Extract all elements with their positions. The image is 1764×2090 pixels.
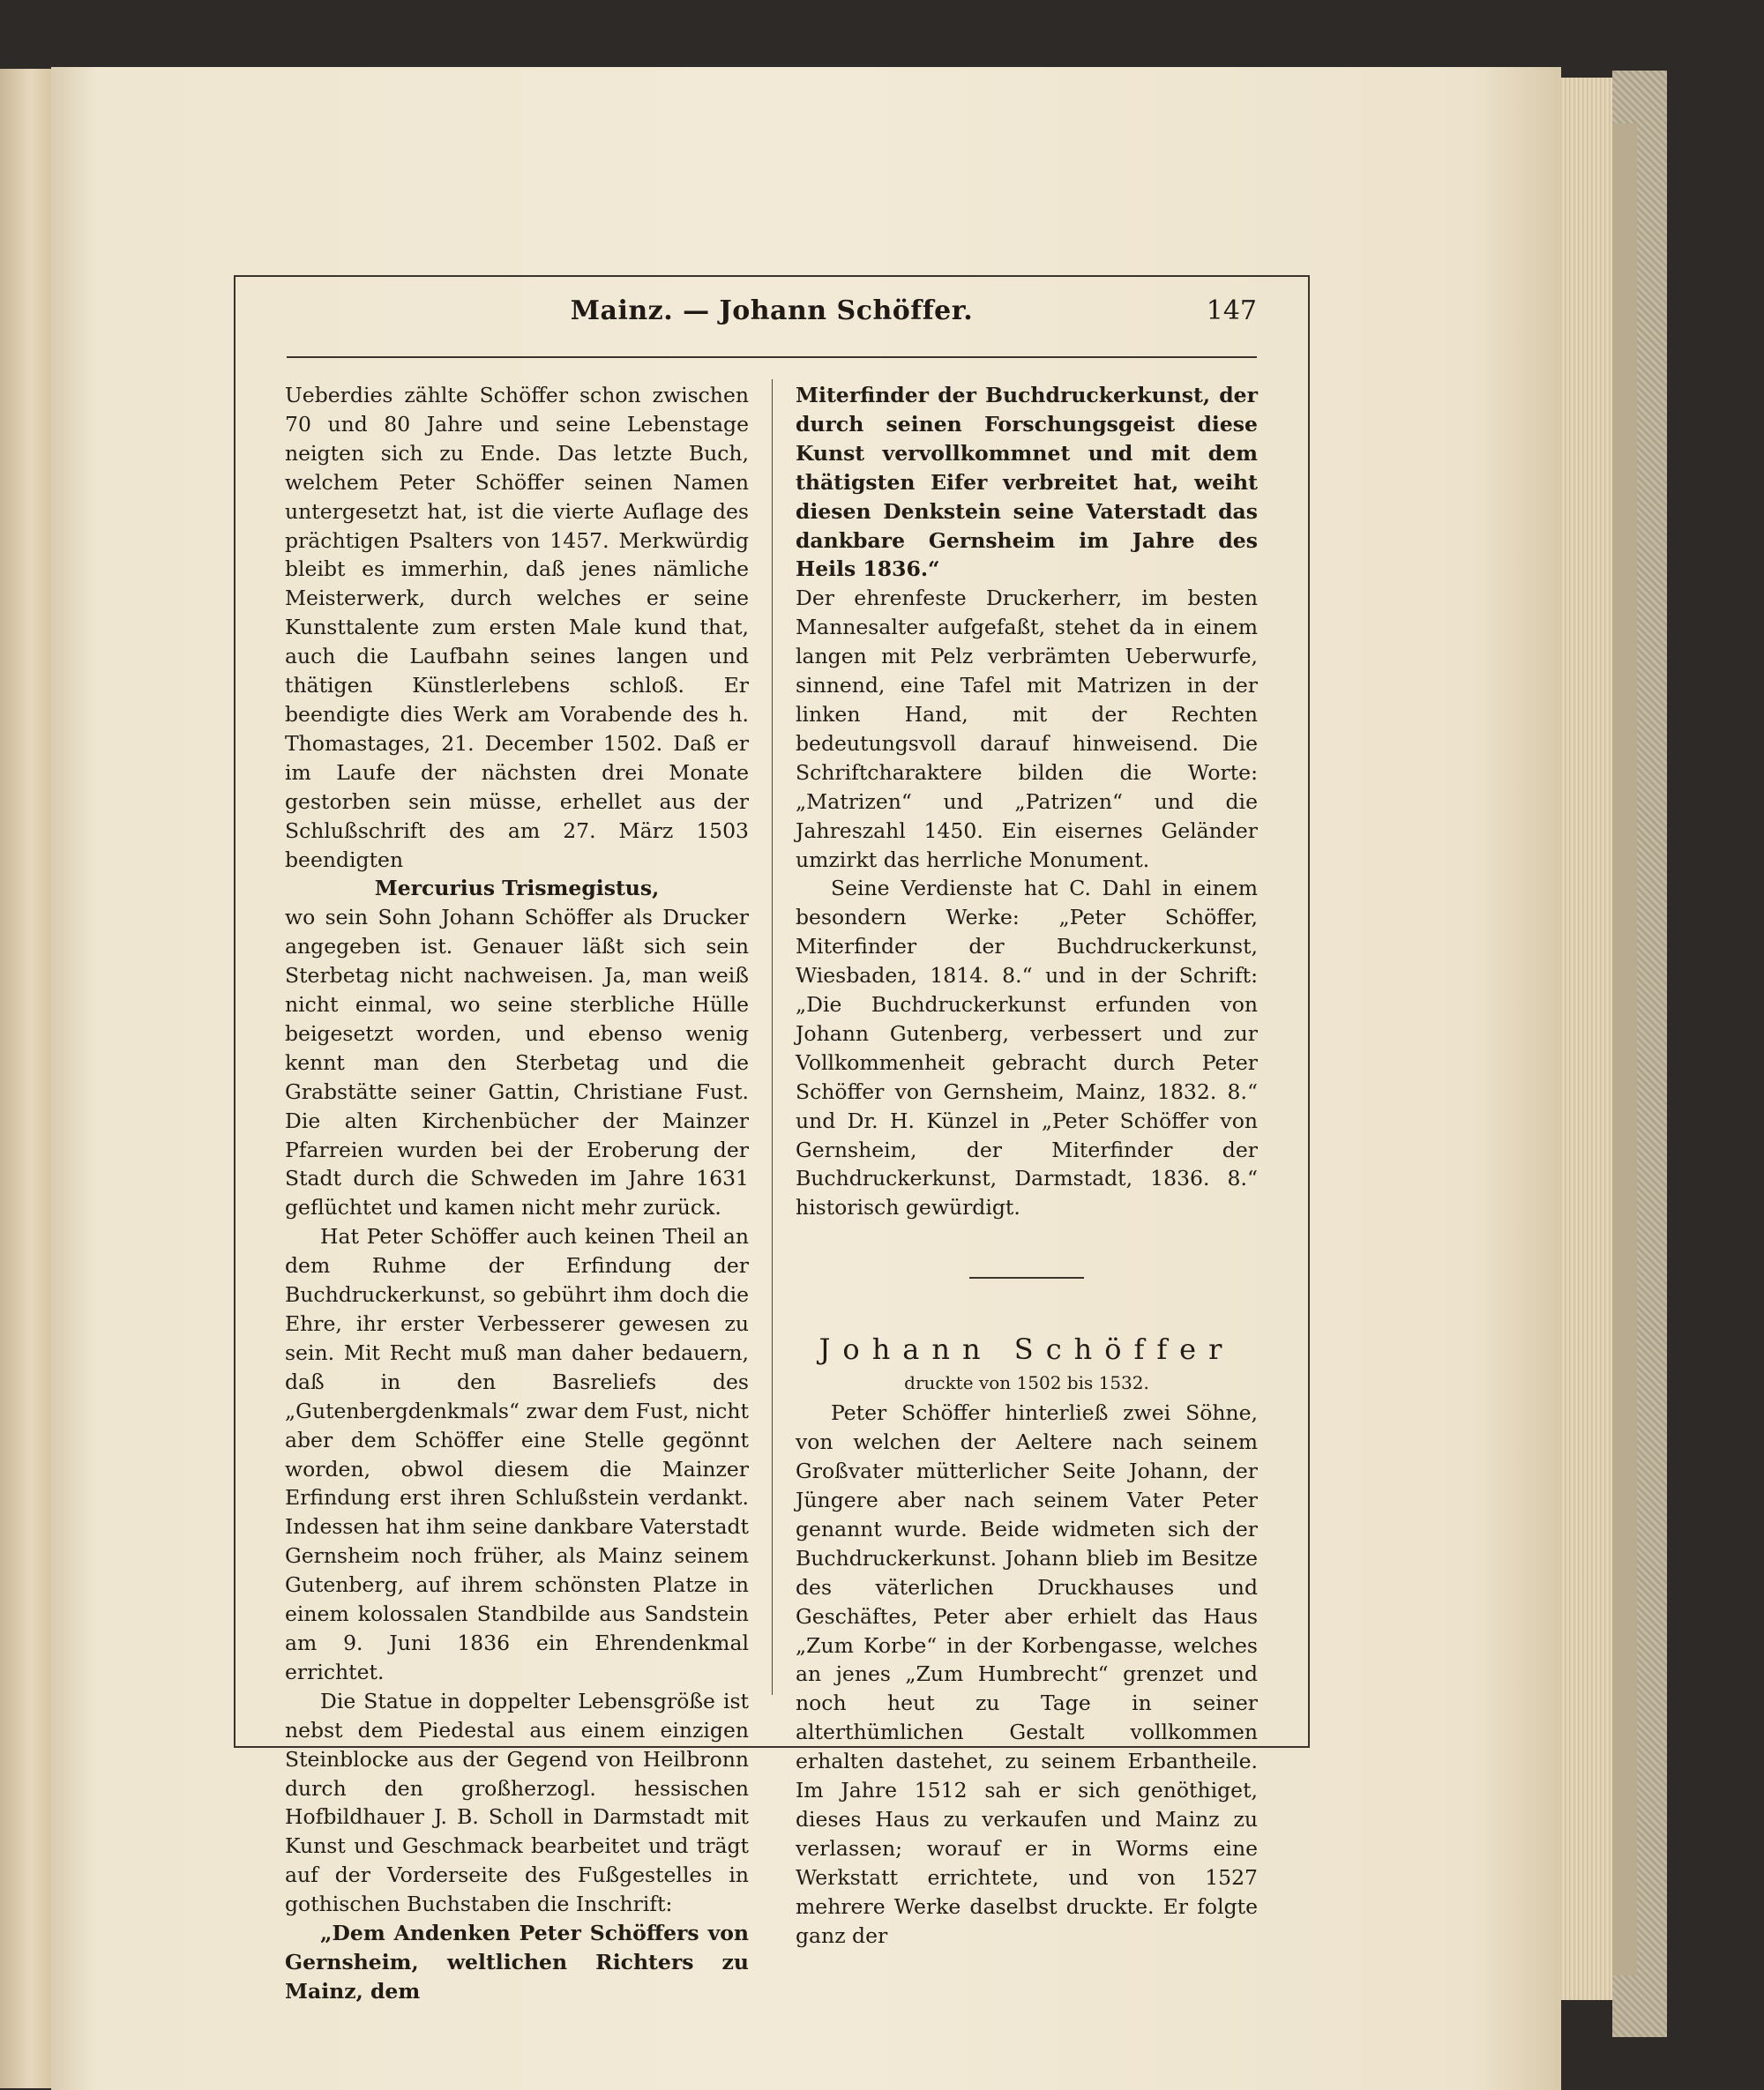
column-divider	[772, 379, 773, 1695]
left-column	[285, 381, 749, 2006]
page-number: 147	[1206, 295, 1257, 326]
section-subheading: druckte von 1502 bis 1532.	[904, 1372, 1149, 1394]
paragraph: Hat Peter Schöffer auch keinen Theil an dem Ruhme der Erfindung der Buchdruckerkunst, so gebührt ihm doch die Ehre, ihr erster Verbesserer gewesen zu sein. Mit Recht muß man daher bedauern, daß in den Basreliefs des „Gutenbergdenkmals“ zwar dem Fust, nicht aber dem Schöffer eine Stelle gegönnt worden, obwol diesem die Mainzer Erfindung erst ihren Schlußstein verdankt. Indessen hat ihm seine dankbare Vaterstadt Gernsheim noch früher, als Mainz seinem Gutenberg, auf ihrem schönsten Platze in einem kolossalen Standbilde aus Sandstein am 9. Juni 1836 ein Ehrendenkmal errichtet.	[285, 1224, 749, 1684]
page-header	[287, 295, 1257, 340]
running-title: Mainz. — Johann Schöffer.	[570, 295, 974, 326]
inscription-text: Miterfinder der Buchdruckerkunst, der durch seinen Forschungsgeist diese Kunst vervollkommnet und mit dem thätigsten Eifer verbreitet hat, weiht diesen Denkstein seine Vaterstadt das dankbare Gernsheim im Jahre des Heils 1836.“	[796, 383, 1258, 582]
paragraph: Der ehrenfeste Druckerherr, im besten Mannesalter aufgefaßt, stehet da in einem langen mit Pelz verbrämten Ueberwurfe, sinnend, eine Tafel mit Matrizen in der linken Hand, mit der Rechten bedeutungsvoll darauf hinweisend. Die Schriftcharaktere bilden die Worte: „Matrizen“ und „Patrizen“ und die Jahreszahl 1450. Ein eisernes Geländer umzirkt das herrliche Monument.	[796, 586, 1258, 872]
paragraph: Peter Schöffer hinterließ zwei Söhne, von welchen der Aeltere nach seinem Großvater mütterlicher Seite Johann, der Jüngere aber nach seinem Vater Peter genannt wurde. Beide widmeten sich der Buchdruckerkunst. Johann blieb im Besitze des väterlichen Druckhauses und Geschäftes, Peter aber erhielt das Haus „Zum Korbe“ in der Korbengasse, welches an jenes „Zum Humbrecht“ grenzet und noch heut zu Tage in seiner alterthümlichen Gestalt vollkommen erhalten dastehet, zu seinem Erbantheile. Im Jahre 1512 sah er sich genöthiget, dieses Haus zu verkaufen und Mainz zu verlassen; worauf er in Worms eine Werkstatt errichtete, und von 1527 mehrere Werke daselbst druckte. Er folgte ganz der	[796, 1400, 1258, 1948]
section-heading: Johann Schöffer	[818, 1332, 1235, 1367]
paragraph: Die Statue in doppelter Lebensgröße ist nebst dem Piedestal aus einem einzigen Steinblocke aus der Gegend von Heilbronn durch den großherzogl. hessischen Hofbildhauer J. B. Scholl in Darmstadt mit Kunst und Geschmack bearbeitet und trägt auf der Vorderseite des Fußgestelles in gothischen Buchstaben die Inschrift:	[285, 1688, 749, 1917]
facing-page-edge	[0, 69, 51, 2088]
section-separator	[969, 1277, 1084, 1279]
book-title: Mercurius Trismegistus,	[374, 876, 660, 901]
right-column	[796, 381, 1258, 1951]
page-block-edges	[1561, 78, 1612, 2000]
paragraph: wo sein Sohn Johann Schöffer als Drucker angegeben ist. Genauer läßt sich sein Sterbetag nicht nachweisen. Ja, man weiß nicht einmal, wo seine sterbliche Hülle beigesetzt worden, und ebenso wenig kennt man den Sterbetag und die Grabstätte seiner Gattin, Christiane Fust. Die alten Kirchenbücher der Mainzer Pfarreien wurden bei der Eroberung der Stadt durch die Schweden im Jahre 1631 geflüchtet und kamen nicht mehr zurück.	[285, 905, 749, 1220]
inscription-text: „Dem Andenken Peter Schöffers von Gernsheim, weltlichen Richters zu Mainz, dem	[285, 1921, 749, 2004]
header-rule	[287, 356, 1257, 358]
paragraph: Seine Verdienste hat C. Dahl in einem besondern Werke: „Peter Schöffer, Miterfinder der Buchdruckerkunst, Wiesbaden, 1814. 8.“ und in der Schrift: „Die Buchdruckerkunst erfunden von Johann Gutenberg, verbessert und zur Vollkommenheit gebracht durch Peter Schöffer von Gernsheim, Mainz, 1832. 8.“ und Dr. H. Künzel in „Peter Schöffer von Gernsheim, der Miterfinder der Buchdruckerkunst, Darmstadt, 1836. 8.“ historisch gewürdigt.	[796, 876, 1258, 1220]
paragraph: Ueberdies zählte Schöffer schon zwischen 70 und 80 Jahre und seine Lebenstage neigten sich zu Ende. Das letzte Buch, welchem Peter Schöffer seinen Namen untergesetzt hat, ist die vierte Auflage des prächtigen Psalters von 1457. Merkwürdig bleibt es immerhin, daß jenes nämliche Meisterwerk, durch welches er seine Kunsttalente zum ersten Male kund that, auch die Laufbahn seines langen und thätigen Künstlerlebens schloß. Er beendigte dies Werk am Vorabende des h. Thomastages, 21. December 1502. Daß er im Laufe der nächsten drei Monate gestorben sein müsse, erhellet aus der Schlußschrift des am 27. März 1503 beendigten	[285, 383, 749, 872]
